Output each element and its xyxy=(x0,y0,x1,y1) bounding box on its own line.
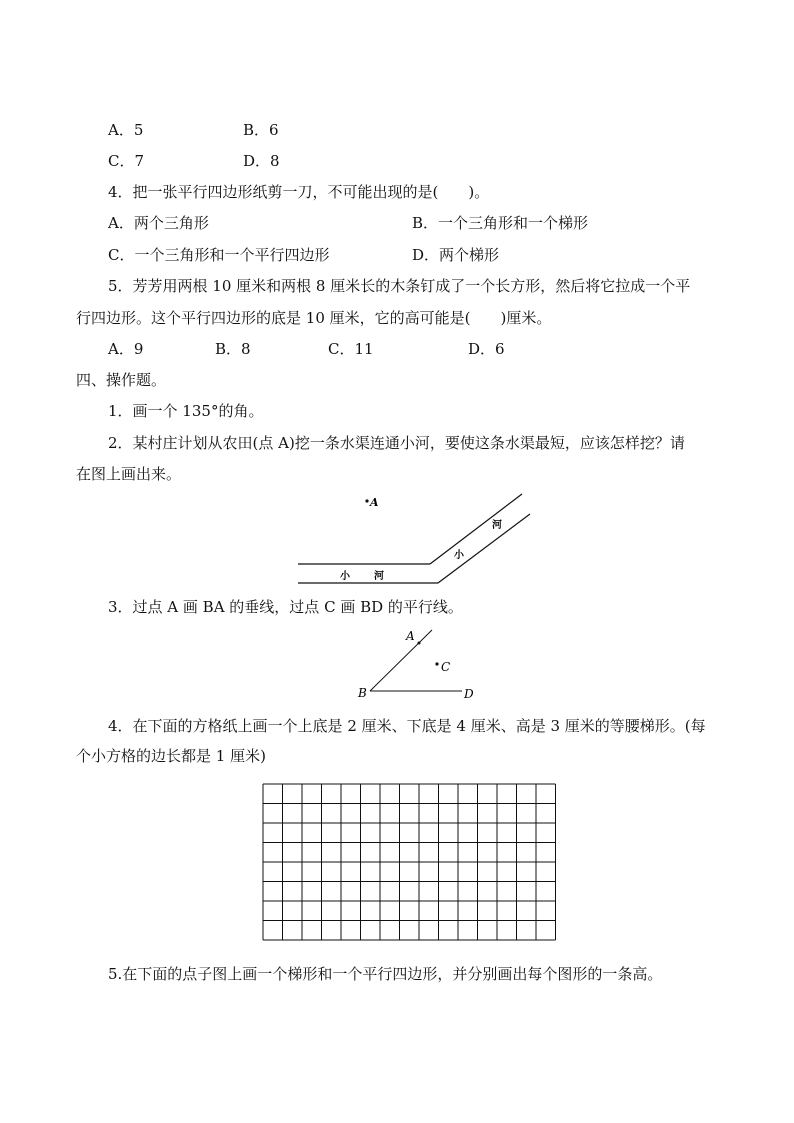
ray-ba xyxy=(370,630,432,691)
label-b: B xyxy=(358,686,367,700)
task4-line1: 4．在下面的方格纸上画一个上底是 2 厘米、下底是 4 厘米、高是 3 厘米的等腰梯形。(每 xyxy=(108,717,706,735)
q5-option-c: C．11 xyxy=(328,340,374,358)
section-heading: 四、操作题。 xyxy=(76,371,167,389)
river-bank-lower-diagonal xyxy=(438,514,530,583)
grid-paper xyxy=(262,783,562,943)
label-c: C xyxy=(441,660,451,674)
task2-line2: 在图上画出来。 xyxy=(76,465,182,483)
q4-stem: 4．把一张平行四边形纸剪一刀，不可能出现的是( )。 xyxy=(108,183,490,201)
point-a-dot xyxy=(418,642,421,645)
river-char-xiao-2: 小 xyxy=(454,550,464,561)
river-bank-upper-diagonal xyxy=(430,494,522,564)
point-c-dot xyxy=(435,662,438,665)
q4-option-b: B．一个三角形和一个梯形 xyxy=(412,214,589,232)
angle-figure xyxy=(352,624,482,702)
river-char-xiao-1: 小 xyxy=(340,571,350,582)
task3-text: 3．过点 A 画 BA 的垂线，过点 C 画 BD 的平行线。 xyxy=(108,598,463,616)
river-figure xyxy=(290,486,540,590)
label-d: D xyxy=(464,687,474,701)
q4-option-a: A．两个三角形 xyxy=(108,214,209,232)
river-char-he-2: 河 xyxy=(492,520,502,531)
q3-option-b: B．6 xyxy=(243,121,279,139)
river-char-he-1: 河 xyxy=(374,571,384,582)
q3-option-c: C．7 xyxy=(108,152,145,170)
q4-option-c: C．一个三角形和一个平行四边形 xyxy=(108,246,330,264)
task2-line1: 2．某村庄计划从农田(点 A)挖一条水渠连通小河，要使这条水渠最短，应该怎样挖？请 xyxy=(108,434,685,452)
point-a-label: A xyxy=(370,496,379,509)
q3-option-d: D．8 xyxy=(243,152,280,170)
task1-text: 1．画一个 135°的角。 xyxy=(108,402,264,420)
q5-option-b: B．8 xyxy=(215,340,251,358)
q5-line2: 行四边形。这个平行四边形的底是 10 厘米，它的高可能是( )厘米。 xyxy=(76,309,552,327)
q5-option-d: D．6 xyxy=(468,340,505,358)
task4-line2: 个小方格的边长都是 1 厘米) xyxy=(76,747,266,765)
q5-option-a: A．9 xyxy=(108,340,144,358)
label-a: A xyxy=(406,629,415,643)
q5-line1: 5．芳芳用两根 10 厘米和两根 8 厘米长的木条钉成了一个长方形，然后将它拉成一个平 xyxy=(108,277,691,295)
point-a-dot xyxy=(365,499,368,502)
q4-option-d: D．两个梯形 xyxy=(412,246,500,264)
q3-option-a: A．5 xyxy=(108,121,144,139)
task5-text: 5.在下面的点子图上画一个梯形和一个平行四边形，并分别画出每个图形的一条高。 xyxy=(108,965,663,983)
